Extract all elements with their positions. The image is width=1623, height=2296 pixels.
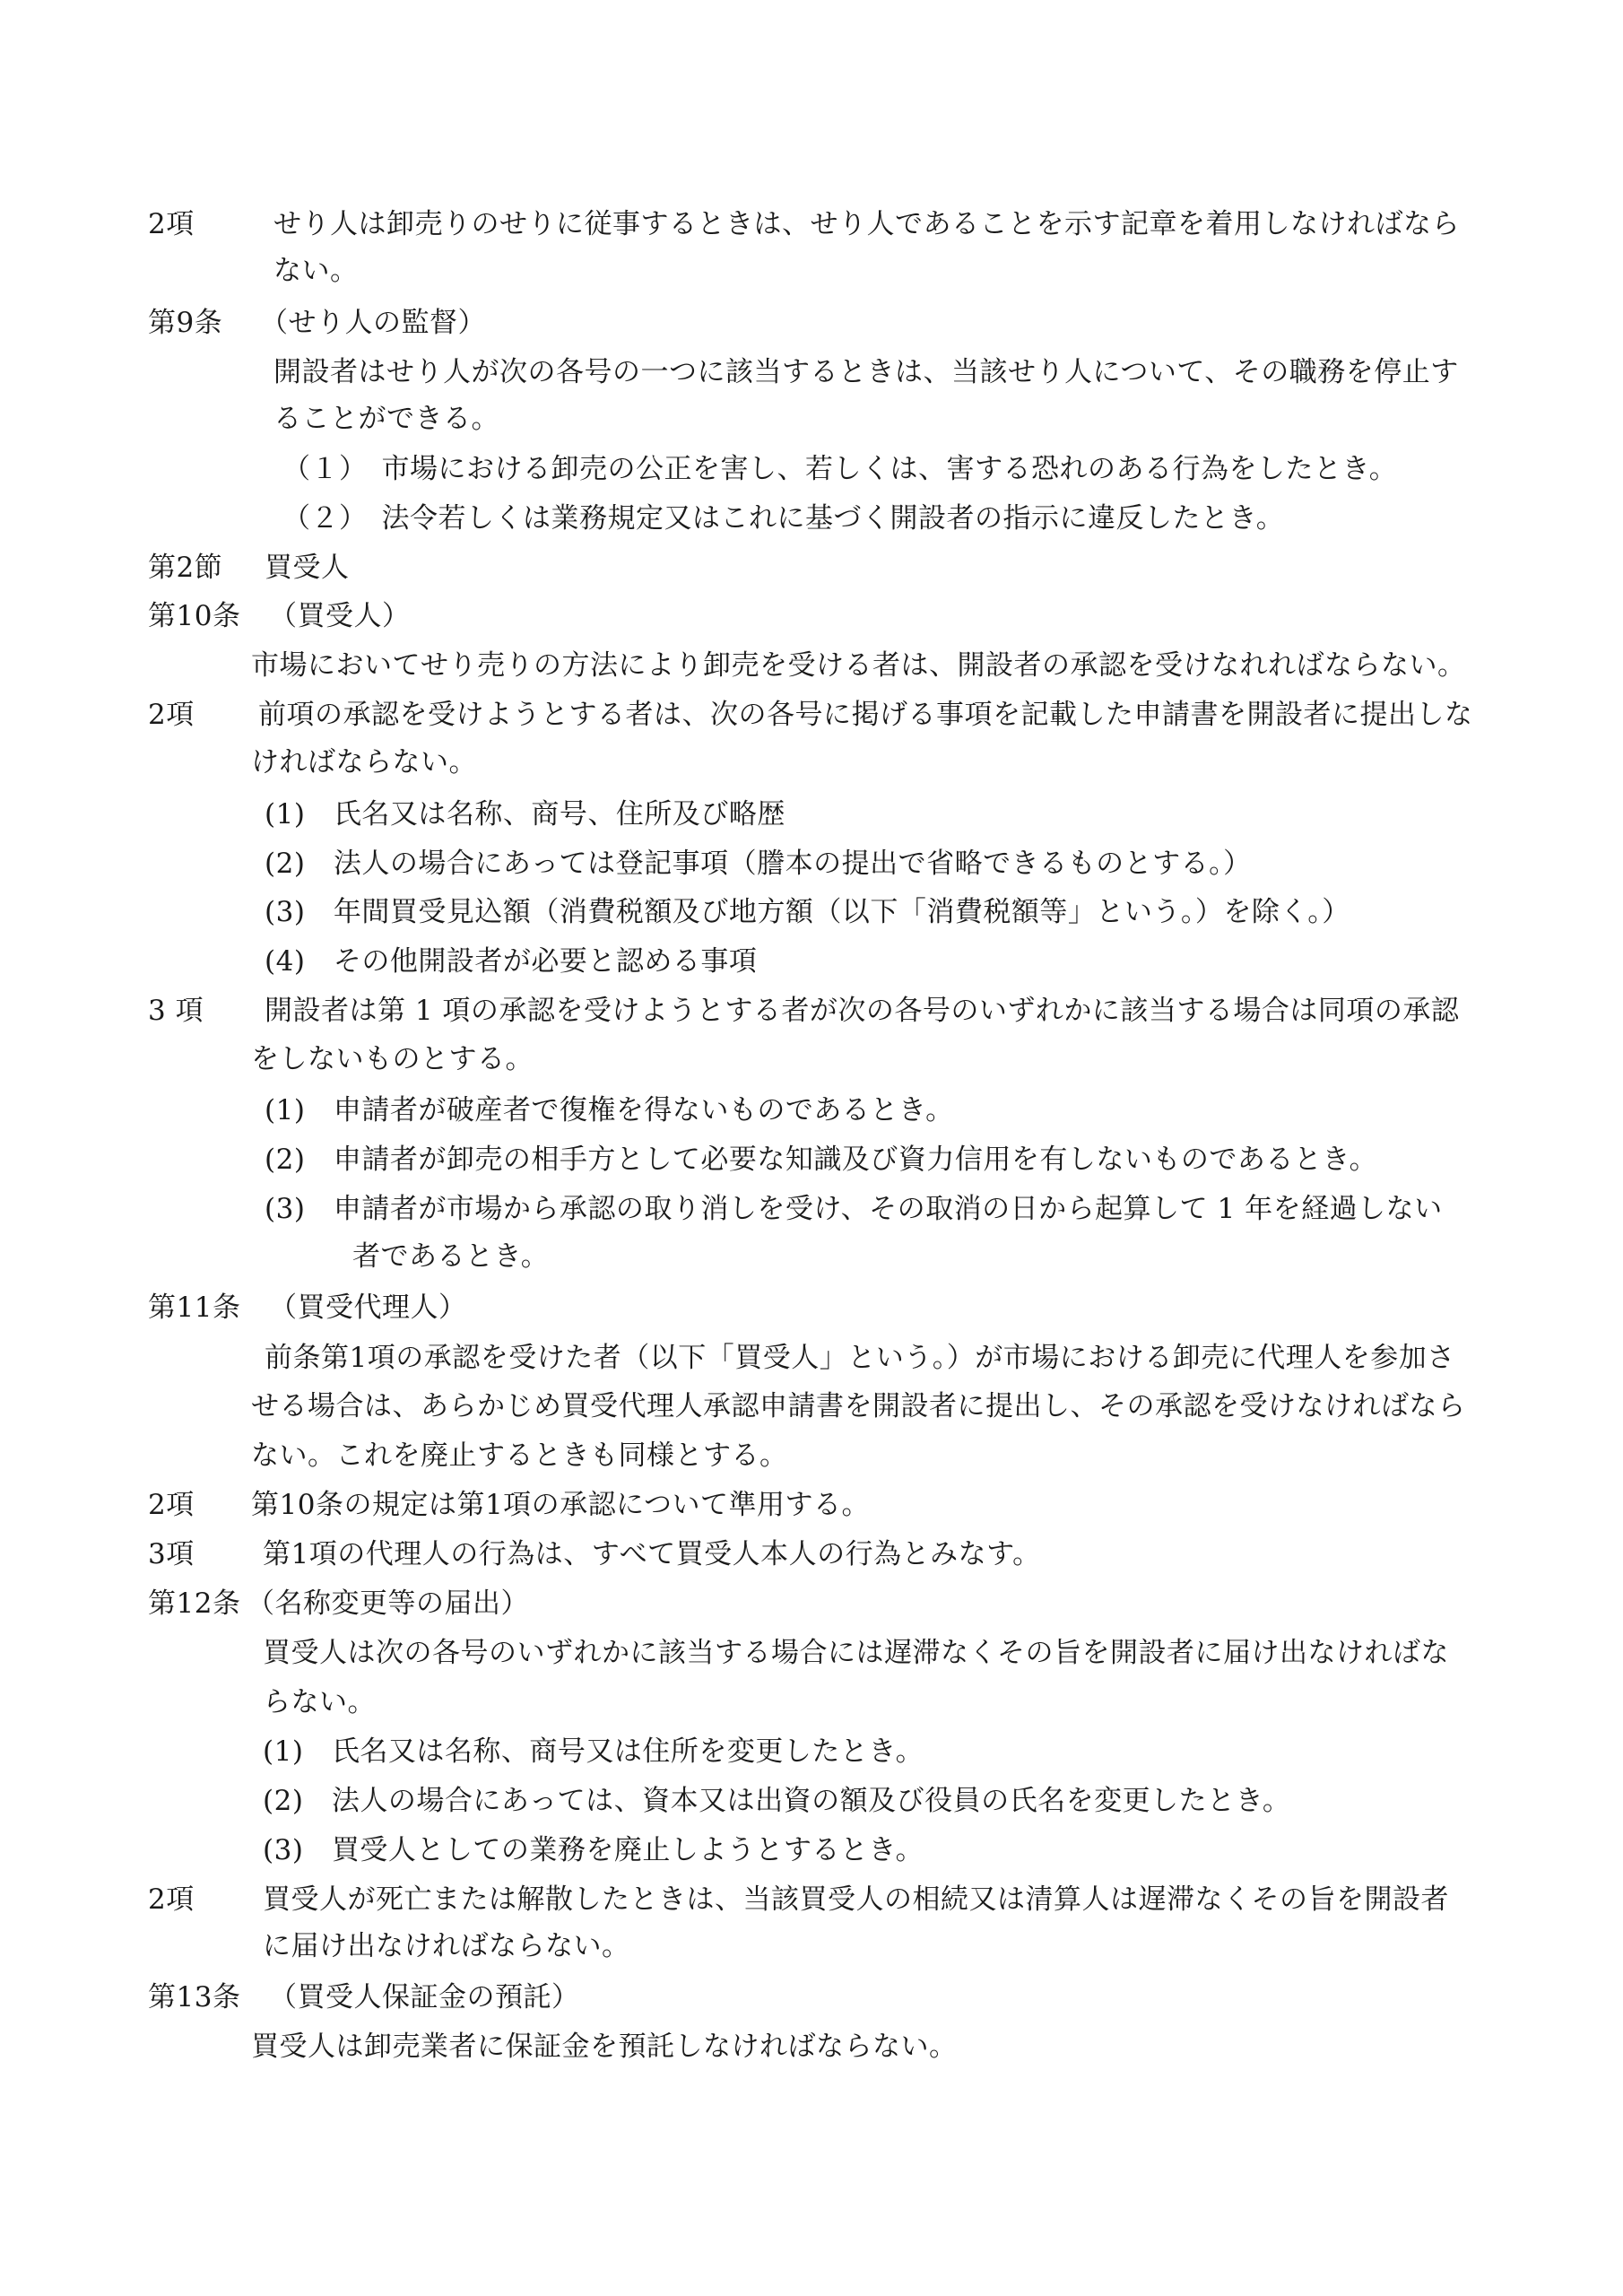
- clause-label: 2項: [148, 208, 195, 240]
- clause-text: らない。: [263, 1686, 376, 1718]
- clause-text: 第1項の代理人の行為は、すべて買受人本人の行為とみなす。: [263, 1538, 1041, 1570]
- clause-text: 買受人は卸売業者に保証金を預託しなければならない。: [251, 2031, 958, 2063]
- clause-label: 2項: [148, 1883, 195, 1916]
- list-item-text: (1) 氏名又は名称、商号又は住所を変更したとき。: [263, 1735, 924, 1768]
- section-number: 第2節: [148, 552, 223, 584]
- list-item-text: （２） 法令若しくは業務規定又はこれに基づく開設者の指示に違反したとき。: [282, 502, 1285, 535]
- clause-label: 2項: [148, 699, 195, 731]
- clause-text: ることができる。: [273, 403, 499, 435]
- clause-text: 買受人が死亡または解散したときは、当該買受人の相続又は清算人は遅滞なくその旨を開設者: [263, 1883, 1449, 1916]
- clause-label: 3項: [148, 1538, 195, 1570]
- list-item-text: (2) 法人の場合にあっては登記事項（謄本の提出で省略できるものとする。）: [265, 848, 1252, 880]
- article-number: 第11条: [148, 1292, 241, 1324]
- clause-text: ない。これを廃止するときも同様とする。: [251, 1439, 788, 1472]
- list-item-text: 者であるとき。: [352, 1240, 550, 1273]
- list-item-text: (2) 申請者が卸売の相手方として必要な知識及び資力信用を有しないものであるとき。: [265, 1144, 1378, 1176]
- clause-text: に届け出なければならない。: [263, 1930, 630, 1962]
- list-item-text: (4) その他開設者が必要と認める事項: [265, 945, 758, 978]
- clause-text: 第10条の規定は第1項の承認について準用する。: [251, 1489, 871, 1521]
- list-item-text: (3) 年間買受見込額（消費税額及び地方額（以下「消費税額等」という。）を除く。）: [265, 896, 1350, 928]
- article-number: 第12条: [148, 1587, 241, 1620]
- clause-text: せる場合は、あらかじめ買受代理人承認申請書を開設者に提出し、その承認を受けなければなら: [251, 1390, 1466, 1422]
- clause-text: 開設者はせり人が次の各号の一つに該当するときは、当該せり人について、その職務を停止す: [273, 356, 1459, 388]
- clause-text: 市場においてせり売りの方法により卸売を受ける者は、開設者の承認を受けなれればならない。: [251, 649, 1466, 682]
- clause-text: 前条第1項の承認を受けた者（以下「買受人」という。）が市場における卸売に代理人を参加さ: [265, 1342, 1455, 1374]
- list-item-text: (3) 買受人としての業務を廃止しようとするとき。: [263, 1834, 924, 1866]
- clause-text: 買受人は次の各号のいずれかに該当する場合には遅滞なくその旨を開設者に届け出なければな: [263, 1637, 1449, 1669]
- list-item-text: （１） 市場における卸売の公正を害し、若しくは、害する恐れのある行為をしたとき。: [282, 453, 1398, 485]
- article-number: 第13条: [148, 1981, 241, 2013]
- list-item-text: (3) 申請者が市場から承認の取り消しを受け、その取消の日から起算して 1 年を経過しない: [265, 1193, 1443, 1225]
- clause-text: ない。: [273, 255, 359, 287]
- clause-text: をしないものとする。: [251, 1043, 534, 1075]
- clause-text: 前項の承認を受けようとする者は、次の各号に掲げる事項を記載した申請書を開設者に提出しな: [258, 699, 1473, 731]
- article-title: （名称変更等の届出）: [247, 1587, 529, 1620]
- clause-text: 開設者は第 1 項の承認を受けようとする者が次の各号のいずれかに該当する場合は同項の承認: [265, 995, 1460, 1027]
- article-title: （せり人の監督）: [260, 307, 486, 339]
- clause-text: ければならない。: [251, 746, 477, 778]
- article-title: （買受人）: [269, 600, 411, 632]
- clause-label: 3 項: [148, 995, 204, 1027]
- article-title: （買受代理人）: [269, 1292, 467, 1324]
- list-item-text: (1) 氏名又は名称、商号、住所及び略歴: [265, 798, 785, 831]
- clause-label: 2項: [148, 1489, 195, 1521]
- list-item-text: (1) 申請者が破産者で復権を得ないものであるとき。: [265, 1094, 954, 1126]
- list-item-text: (2) 法人の場合にあっては、資本又は出資の額及び役員の氏名を変更したとき。: [263, 1785, 1291, 1817]
- article-number: 第9条: [148, 307, 223, 339]
- article-title: （買受人保証金の預託）: [269, 1981, 580, 2013]
- clause-text: せり人は卸売りのせりに従事するときは、せり人であることを示す記章を着用しなければなら: [273, 208, 1460, 240]
- article-number: 第10条: [148, 600, 241, 632]
- section-title: 買受人: [265, 552, 350, 584]
